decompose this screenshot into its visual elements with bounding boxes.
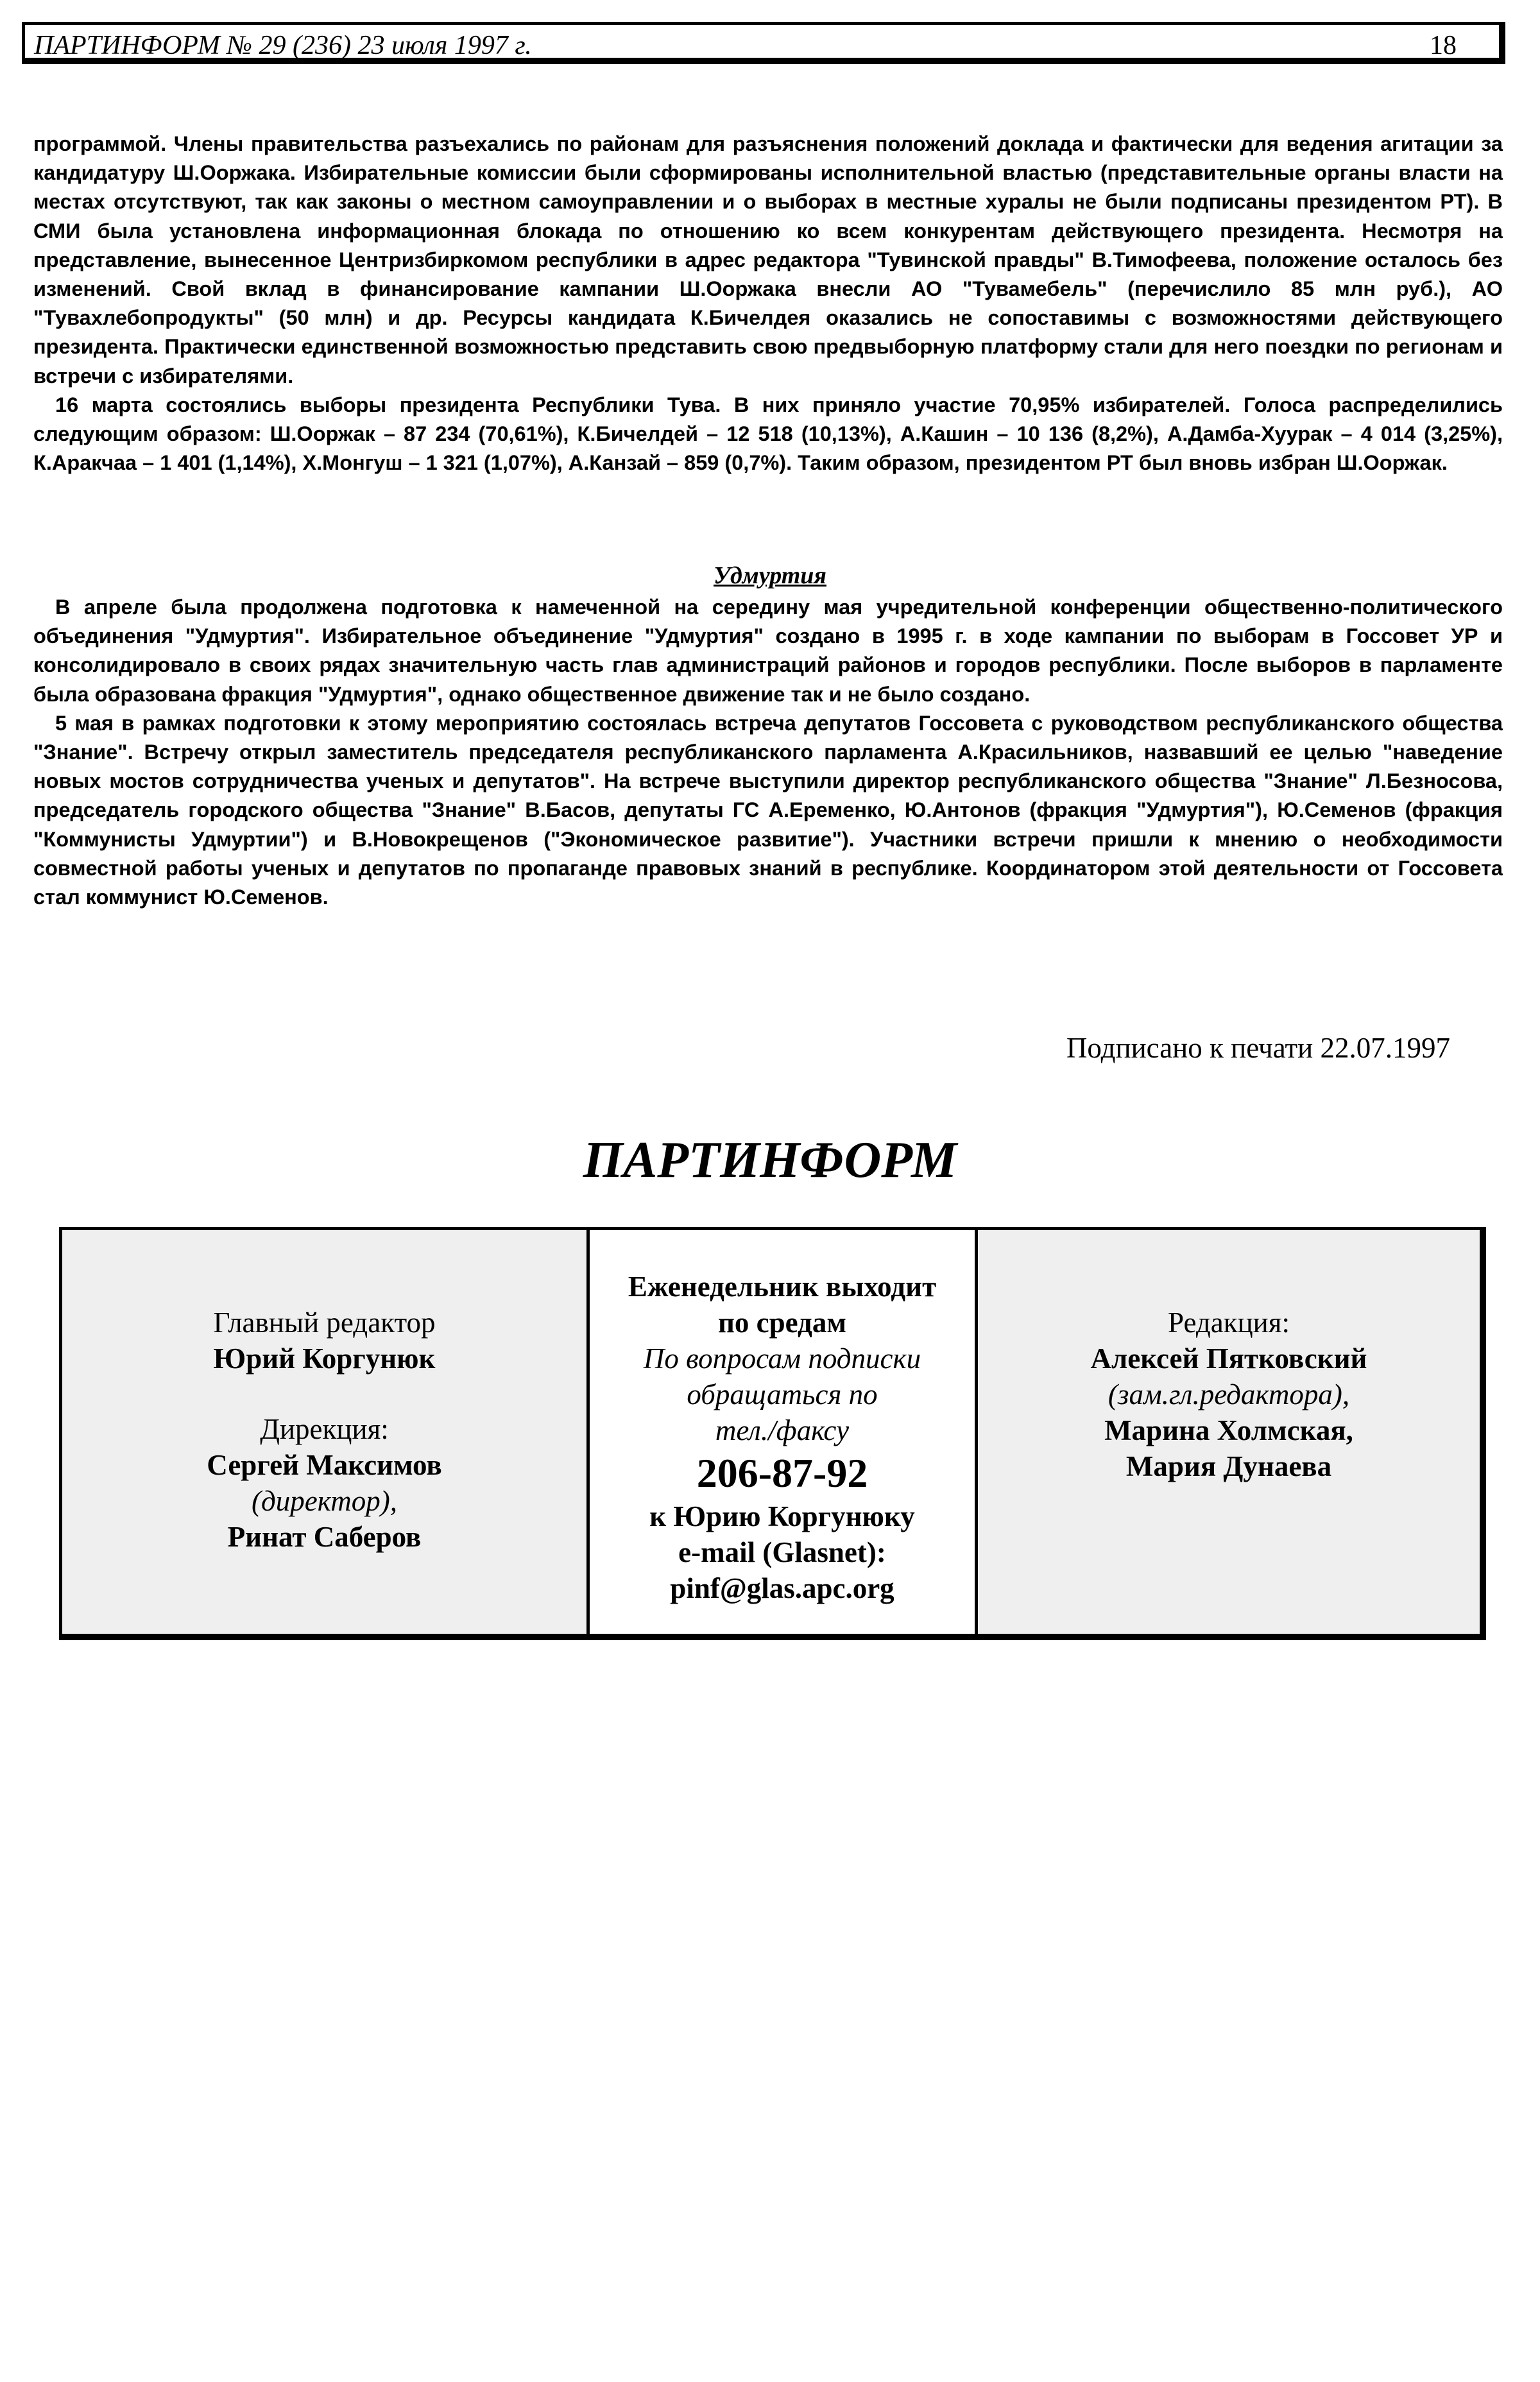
imprint-left-column bbox=[62, 1230, 590, 1634]
director-role: (директор), bbox=[252, 1485, 397, 1517]
paragraph: В апреле была продолжена подготовка к намеченной на середину мая учредительной конференции общественно-политического объединения "Удмуртия". Избирательное объединение "Удмуртия" создано в 1995 г. в ходе кампании по выборам в Госсовет УР и консолидировало в своих рядах значительную часть глав администраций районов и городов республики. После выборов в парламенте была образована фракция "Удмуртия", однако общественное движение так и не было создано. bbox=[33, 596, 1503, 706]
section-heading: Удмуртия bbox=[714, 562, 826, 589]
editor-deputy-name: Алексей Пятковский bbox=[1090, 1342, 1367, 1375]
paragraph: программой. Члены правительства разъехались по районам для разъяснения положений доклада и фактически для ведения агитации за кандидатуру Ш.Ооржака. Избирательные комиссии были сформированы исполнительной властью (представительные органы власти на местах отсутствуют, так как законы о местном самоуправлении и о выборах в местные хуралы не были подписаны президентом РТ). В СМИ была установлена информационная блокада по отношению ко всем конкурентам действующего президента. Несмотря на представление, вынесенное Центризбиркомом республики в адрес редактора "Тувинской правды" В.Тимофеева, положение осталось без изменений. Свой вклад в финансирование кампании Ш.Ооржака внесли АО "Тувамебель" (перечислило 85 млн руб.), АО "Тувахлебопродукты" (50 млн) и др. Ресурсы кандидата К.Бичелдея оказались не сопоставимы с возможностями действующего президента. Практически единственной возможностью представить свою предвыборную платформу стали для него поездки по регионам и встречи с избирателями. bbox=[33, 132, 1503, 388]
subscription-line-3: тел./факсу bbox=[715, 1414, 850, 1446]
article-continuation bbox=[33, 130, 1503, 477]
imprint-right-column bbox=[978, 1230, 1480, 1634]
editor-label: Главный редактор bbox=[213, 1307, 436, 1339]
weekly-line-1: Еженедельник выходит bbox=[628, 1271, 937, 1303]
subscription-line-1: По вопросам подписки bbox=[643, 1342, 921, 1375]
header-title: ПАРТИНФОРМ № 29 (236) 23 июля 1997 г. bbox=[34, 31, 532, 60]
page-number: 18 bbox=[1430, 31, 1457, 60]
email-address: pinf@glas.apc.org bbox=[670, 1572, 894, 1604]
paragraph: 5 мая в рамках подготовки к этому мероприятию состоялась встреча депутатов Госсовета с руководством республиканского общества "Знание". Встречу открыл заместитель председателя республиканского парламента А.Красильников, назвавший ее целью "наведение новых мостов сотрудничества ученых и депутатов". На встрече выступили директор республиканского общества "Знание" Л.Безносова, председатель городского общества "Знание" В.Басов, депутаты ГС А.Еременко, Ю.Антонов (фракция "Удмуртия"), Ю.Семенов (фракция "Коммунисты Удмуртии") и В.Новокрещенов ("Экономическое развитие"). Участники встречи пришли к мнению о необходимости совместной работы ученых и депутатов по пропаганде правовых знаний в республике. Координатором этой деятельности от Госсовета стал коммунист Ю.Семенов. bbox=[33, 711, 1503, 909]
imprint-middle-column bbox=[590, 1230, 978, 1634]
page-header bbox=[22, 22, 1505, 64]
editorial-label: Редакция: bbox=[1168, 1307, 1290, 1339]
directorate-label: Дирекция: bbox=[260, 1413, 389, 1445]
editorial-member: Марина Холмская, bbox=[1104, 1414, 1353, 1446]
phone-number: 206-87-92 bbox=[696, 1450, 868, 1496]
subscription-line-2: обращаться по bbox=[687, 1378, 878, 1410]
editor-name: Юрий Коргунюк bbox=[213, 1342, 436, 1375]
director-second-name: Ринат Саберов bbox=[227, 1521, 422, 1553]
editor-deputy-role: (зам.гл.редактора), bbox=[1108, 1378, 1350, 1410]
section-udmurtia bbox=[33, 593, 1503, 912]
imprint-table bbox=[59, 1227, 1486, 1640]
contact-to: к Юрию Коргунюку bbox=[649, 1500, 915, 1532]
spacer bbox=[62, 1376, 586, 1411]
editorial-member: Мария Дунаева bbox=[1125, 1450, 1332, 1482]
director-name: Сергей Максимов bbox=[207, 1449, 442, 1481]
masthead-title: ПАРТИНФОРМ bbox=[583, 1132, 957, 1188]
paragraph: 16 марта состоялись выборы президента Республики Тува. В них приняло участие 70,95% избирателей. Голоса распределились следующим образом: Ш.Ооржак – 87 234 (70,61%), К.Бичелдей – 12 518 (10,13%), А.Кашин – 10 136 (8,2%), А.Дамба-Хуурак – 4 014 (3,25%), К.Аракчаа – 1 401 (1,14%), Х.Монгуш – 1 321 (1,07%), А.Канзай – 859 (0,7%). Таким образом, президентом РТ был вновь избран Ш.Ооржак. bbox=[33, 393, 1503, 475]
signed-to-print: Подписано к печати 22.07.1997 bbox=[1066, 1032, 1450, 1064]
email-label: e-mail (Glasnet): bbox=[678, 1536, 886, 1568]
weekly-line-2: по средам bbox=[718, 1307, 846, 1339]
